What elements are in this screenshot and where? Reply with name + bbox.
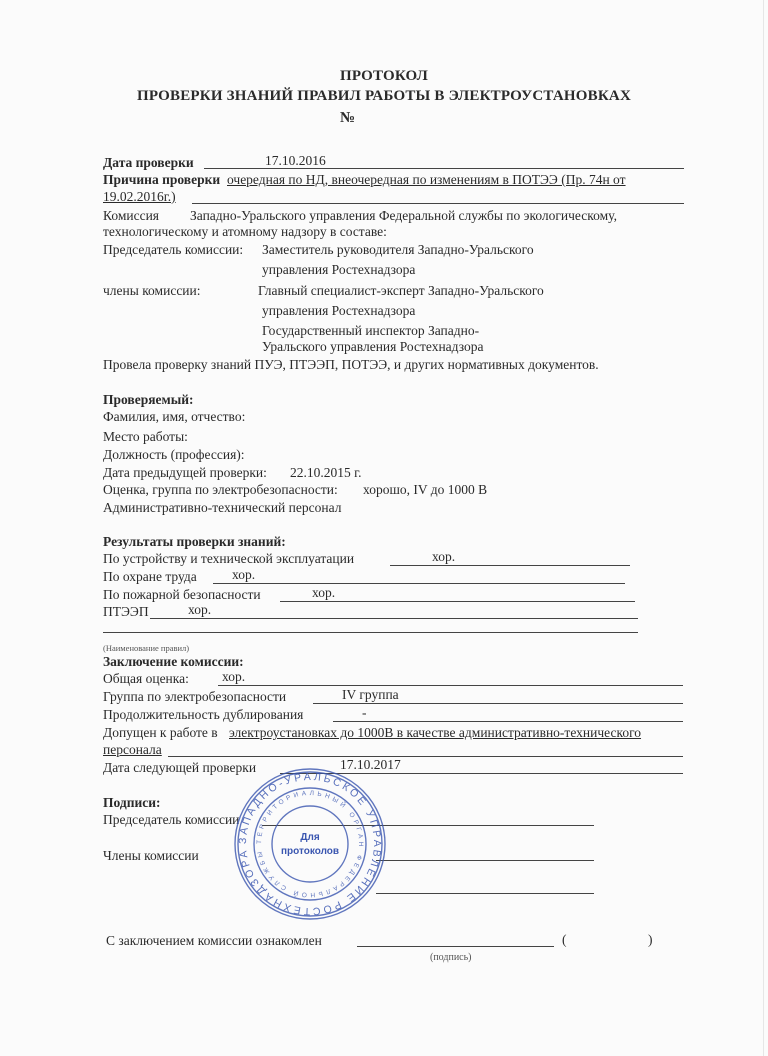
result-fire-line	[280, 601, 635, 602]
name-paren-open: (	[562, 932, 567, 947]
sign-caption: (подпись)	[430, 952, 472, 963]
result-device-line	[390, 565, 630, 566]
examinee-position: Должность (профессия):	[103, 447, 245, 462]
reason-value-2: 19.02.2016г.)	[103, 189, 176, 204]
result-ptep-value: хор.	[188, 602, 212, 617]
page-edge	[763, 0, 764, 1056]
acquainted-sign-line	[357, 946, 554, 947]
overall-line	[218, 685, 683, 686]
acquainted-label: С заключением комиссии ознакомлен	[106, 933, 322, 948]
signature-member2-line	[376, 893, 594, 894]
member2-line-2: Уральского управления Ростехнадзора	[262, 339, 484, 354]
members-label: члены комиссии:	[103, 283, 201, 298]
group-label: Группа по электробезопасности	[103, 689, 287, 704]
chair-label: Председатель комиссии:	[103, 242, 244, 257]
conducted-text: Провела проверку знаний ПУЭ, ПТЭЭП, ПОТЭЭ, и других нормативных документов.	[103, 357, 599, 372]
signature-chair-label: Председатель комиссии	[103, 812, 240, 827]
staff-category: Административно-технический персонал	[103, 500, 342, 515]
admit-value-2: персонала	[103, 742, 162, 757]
group-value: IV группа	[342, 687, 399, 702]
stamp-ring-text: ЗАПАДНО-УРАЛЬСКОЕ УПРАВЛЕНИЕ РОСТЕХНАДЗОРА	[236, 770, 384, 918]
examinee-fio: Фамилия, имя, отчество:	[103, 409, 246, 424]
date-value: 17.10.2016	[265, 153, 326, 168]
result-ptep-label: ПТЭЭП	[103, 604, 149, 619]
stamp-inner-ring-text: ТЕРРИТОРИАЛЬНЫЙ ОРГАН ФЕДЕРАЛЬНОЙ СЛУЖБЫ	[255, 789, 365, 899]
member1-line-1: Главный специалист-эксперт Западно-Уральского	[258, 283, 544, 298]
duration-line	[333, 721, 683, 722]
rules-caption: (Наименование правил)	[103, 643, 190, 653]
date-label: Дата проверки	[103, 155, 194, 170]
duration-value: -	[362, 705, 367, 720]
grade-label: Оценка, группа по электробезопасности:	[103, 482, 338, 497]
overall-label: Общая оценка:	[103, 671, 189, 686]
signature-member1-line	[376, 860, 594, 861]
member1-line-2: управления Ростехнадзора	[262, 303, 416, 318]
result-safety-value: хор.	[232, 567, 256, 582]
prev-date-label: Дата предыдущей проверки:	[103, 465, 267, 480]
admit-value-1: электроустановках до 1000В в качестве административно-технического	[229, 725, 642, 740]
member2-line-1: Государственный инспектор Западно-	[262, 323, 480, 338]
result-fire-label: По пожарной безопасности	[103, 587, 261, 602]
examinee-heading: Проверяемый:	[103, 392, 194, 407]
signature-members-label: Члены комиссии	[103, 848, 199, 863]
name-paren-close: )	[648, 932, 653, 947]
overall-value: хор.	[222, 669, 246, 684]
admit-label: Допущен к работе в	[103, 725, 218, 740]
title-subject: ПРОВЕРКИ ЗНАНИЙ ПРАВИЛ РАБОТЫ В ЭЛЕКТРОУСТАНОВКАХ	[137, 88, 631, 104]
results-heading: Результаты проверки знаний:	[103, 534, 286, 549]
commission-name-1: Западно-Уральского управления Федеральной службы по экологическому,	[190, 208, 617, 223]
examinee-workplace: Место работы:	[103, 429, 188, 444]
result-ptep-line	[150, 618, 638, 619]
rules-line	[103, 632, 638, 633]
next-date-value: 17.10.2017	[340, 757, 401, 772]
grade-value: хорошо, IV до 1000 В	[363, 482, 488, 497]
chair-line-1: Заместитель руководителя Западно-Уральского	[262, 242, 534, 257]
result-device-label: По устройству и технической эксплуатации	[103, 551, 355, 566]
duration-label: Продолжительность дублирования	[103, 707, 304, 722]
title-protocol: ПРОТОКОЛ	[339, 68, 429, 84]
admit-line	[168, 756, 683, 757]
group-line	[313, 703, 683, 704]
reason-line	[192, 203, 684, 204]
signatures-heading: Подписи:	[103, 795, 161, 810]
result-device-value: хор.	[432, 549, 456, 564]
reason-label: Причина проверки	[103, 172, 221, 187]
commission-label: Комиссия	[103, 208, 160, 223]
protocol-number: №	[340, 110, 356, 126]
result-fire-value: хор.	[312, 585, 336, 600]
prev-date-value: 22.10.2015 г.	[290, 465, 362, 480]
official-stamp	[232, 766, 388, 922]
result-safety-line	[213, 583, 625, 584]
stamp-center-line-2: протоколов	[280, 846, 340, 857]
stamp-center-line-1: Для	[300, 832, 320, 843]
chair-line-2: управления Ростехнадзора	[262, 262, 416, 277]
next-date-label: Дата следующей проверки	[103, 760, 257, 775]
result-safety-label: По охране труда	[103, 569, 197, 584]
commission-name-2: технологическому и атомному надзору в составе:	[103, 224, 387, 239]
conclusion-heading: Заключение комиссии:	[103, 654, 244, 669]
reason-value-1: очередная по НД, внеочередная по изменениям в ПОТЭЭ (Пр. 74н от	[227, 172, 626, 187]
